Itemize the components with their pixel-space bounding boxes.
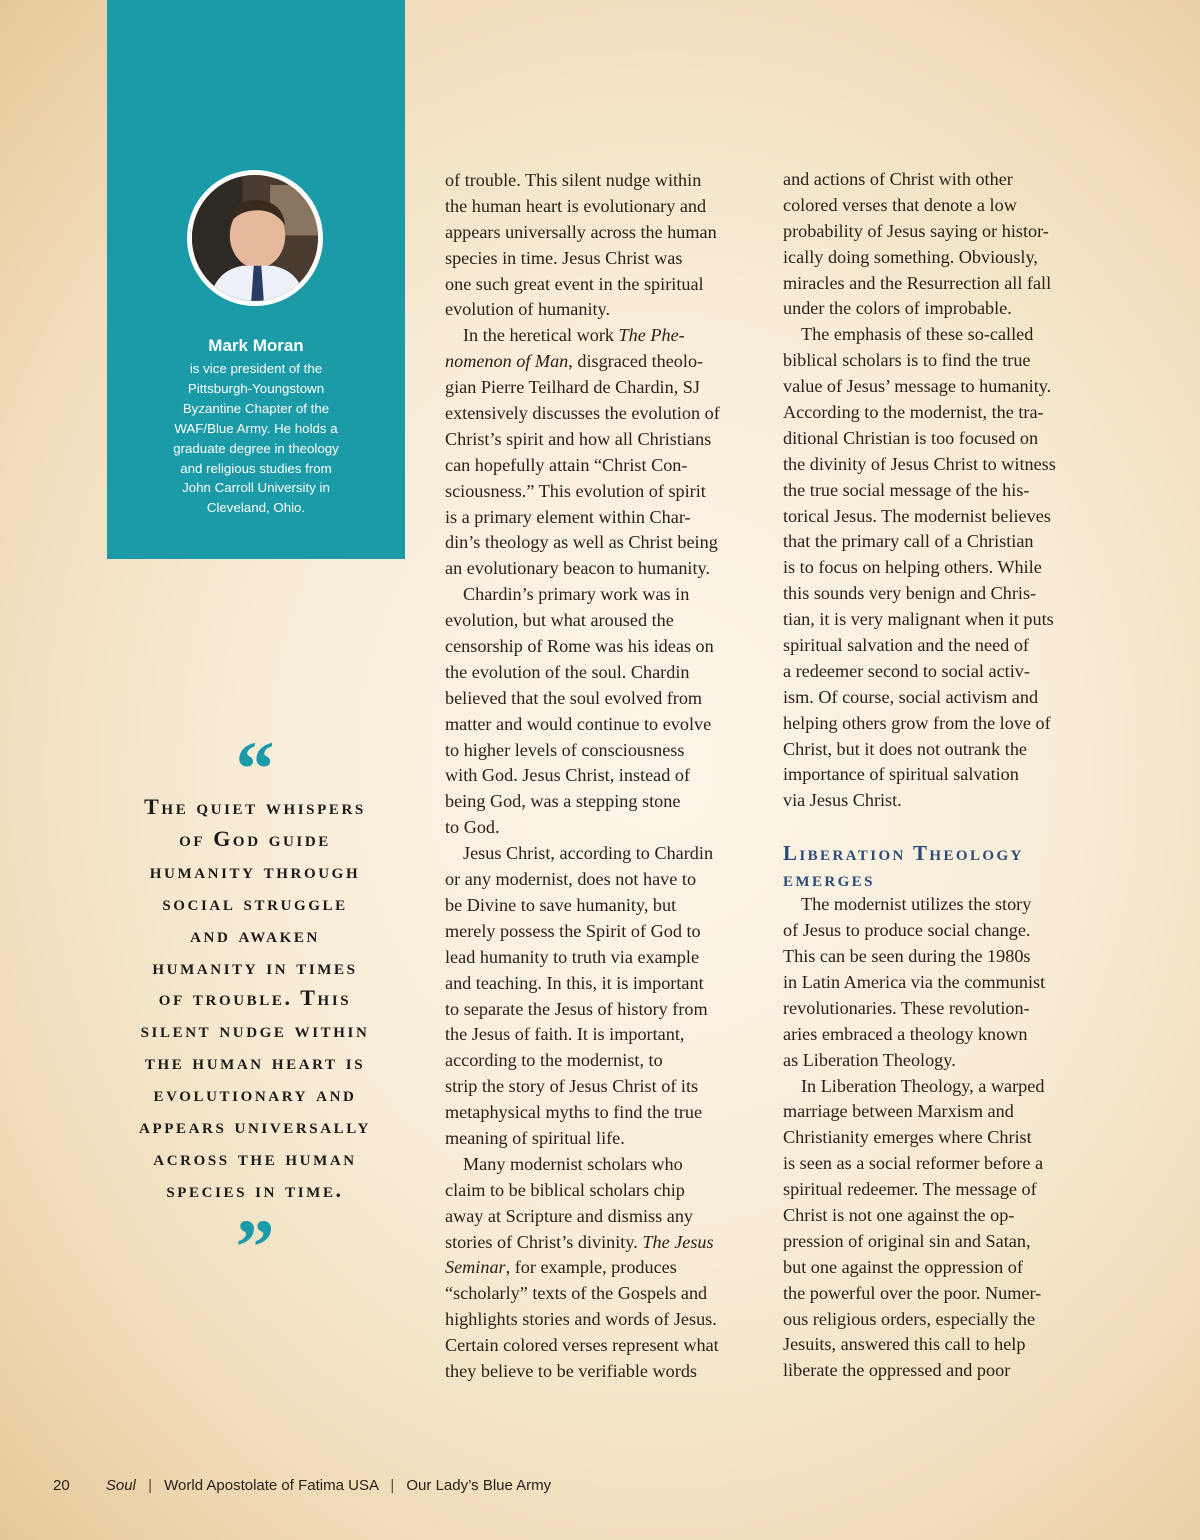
text-line: spiritual salvation and the need of — [783, 635, 1029, 656]
text-line: the human heart is evolutionary and — [445, 195, 707, 216]
text-line: matter and would continue to evolve — [445, 713, 712, 734]
pull-quote-line: silent nudge within — [140, 1017, 370, 1043]
text-line: is seen as a social reformer before a — [783, 1153, 1044, 1174]
text-line: away at Scripture and dismiss any — [445, 1205, 694, 1226]
text-line: importance of spiritual salvation — [783, 764, 1019, 785]
pull-quote-line: and awaken — [190, 921, 320, 947]
text-line: they believe to be verifiable words — [445, 1360, 698, 1381]
article-column-2 — [783, 167, 1098, 1384]
page-footer — [53, 1477, 551, 1494]
text-line: aries embraced a theology known — [783, 1023, 1028, 1044]
text-line: to higher levels of consciousness — [445, 739, 685, 760]
text-line: revolutionaries. These revolution- — [783, 997, 1030, 1018]
text-line: the evolution of the soul. Chardin — [445, 661, 690, 682]
text-line: sciousness.” This evolution of spirit — [445, 480, 706, 501]
text-line: one such great event in the spiritual — [445, 273, 704, 294]
text-line: Chardin’s primary work was in — [463, 584, 690, 605]
text-line: species in time. Jesus Christ was — [445, 247, 683, 268]
pull-quote-line: the human heart is — [144, 1049, 366, 1075]
text-line: to God. — [445, 817, 500, 838]
pull-quote-line: social struggle — [162, 889, 348, 915]
text-line: Many modernist scholars who — [463, 1153, 683, 1174]
text-line: miracles and the Resurrection all fall — [783, 272, 1052, 293]
text-line: spiritual redeemer. The message of — [783, 1179, 1037, 1200]
text-line: that the primary call of a Christian — [783, 531, 1034, 552]
author-bio-line: graduate degree in theology — [173, 440, 339, 456]
text-line: can hopefully attain “Christ Con- — [445, 454, 688, 475]
text-line: but one against the oppression of — [783, 1256, 1023, 1277]
text-line: Christ is not one against the op- — [783, 1204, 1015, 1225]
text-line: Seminar, for example, produces — [445, 1257, 677, 1278]
text-line: strip the story of Jesus Christ of its — [445, 1076, 699, 1097]
magazine-title: Soul — [105, 1477, 136, 1494]
text-line: the divinity of Jesus Christ to witness — [783, 453, 1056, 474]
text-line: evolution of humanity. — [445, 299, 611, 320]
text-line: is a primary element within Char- — [445, 506, 691, 527]
text-line: appears universally across the human — [445, 221, 717, 242]
text-line: helping others grow from the love of — [783, 712, 1051, 733]
author-bio-line: and religious studies from — [180, 460, 332, 476]
text-line: marriage between Marxism and — [783, 1101, 1014, 1122]
text-line: metaphysical myths to find the true — [445, 1102, 703, 1123]
text-line: meaning of spiritual life. — [445, 1127, 625, 1148]
text-line: Jesus Christ, according to Chardin — [463, 843, 714, 864]
pull-quote-line: of trouble. This — [158, 985, 352, 1011]
text-line: to separate the Jesus of history from — [445, 998, 708, 1019]
author-bio-line: John Carroll University in — [182, 480, 330, 496]
text-line: ism. Of course, social activism and — [783, 686, 1039, 707]
text-line: as Liberation Theology. — [783, 1049, 956, 1070]
author-box — [107, 0, 405, 559]
text-line: lead humanity to truth via example — [445, 946, 700, 967]
text-line: highlights stories and words of Jesus. — [445, 1309, 717, 1330]
text-line: Certain colored verses represent what — [445, 1335, 719, 1356]
publisher-name: World Apostolate of Fatima USA — [164, 1477, 379, 1494]
text-line: In Liberation Theology, a warped — [801, 1075, 1045, 1096]
italic-title: nomenon of Man — [445, 351, 569, 372]
text-line: In the heretical work The Phe- — [463, 325, 685, 346]
text-line: merely possess the Spirit of God to — [445, 920, 701, 941]
text-line: being God, was a stepping stone — [445, 791, 681, 812]
pull-quote — [120, 791, 390, 1206]
text-line: Christ’s spirit and how all Christians — [445, 428, 712, 449]
pull-quote-line: The quiet whispers — [144, 794, 366, 819]
text-line: via Jesus Christ. — [783, 790, 902, 811]
text-line: of trouble. This silent nudge within — [445, 170, 702, 190]
text-line: the powerful over the poor. Numer- — [783, 1282, 1042, 1303]
text-line: probability of Jesus saying or histor- — [783, 220, 1049, 241]
footer-separator: | — [148, 1477, 152, 1494]
article-column-1 — [445, 168, 760, 1385]
pull-quote-line: appears universally — [139, 1113, 371, 1139]
column-2-top-text — [783, 167, 1098, 814]
column-2-bottom-text — [783, 892, 1098, 1384]
publisher-tagline: Our Lady’s Blue Army — [406, 1477, 552, 1494]
text-line: According to the modernist, the tra- — [783, 402, 1044, 423]
text-line: nomenon of Man, disgraced theolo- — [445, 351, 704, 372]
text-line: believed that the soul evolved from — [445, 687, 703, 708]
author-bio — [147, 359, 365, 518]
author-portrait-icon — [192, 175, 318, 301]
text-line: ditional Christian is too focused on — [783, 427, 1039, 448]
text-line: is to focus on helping others. While — [783, 557, 1042, 578]
open-quote-icon: “ — [235, 725, 275, 812]
text-line: Jesuits, answered this call to help — [783, 1334, 1026, 1355]
author-bio-line: Pittsburgh-Youngstown — [187, 380, 325, 396]
text-line: Christ, but it does not outrank the — [783, 738, 1027, 759]
pull-quote-line: evolutionary and — [153, 1081, 357, 1107]
pull-quote-line: humanity through — [149, 857, 361, 883]
author-bio-line: is vice president of the — [189, 361, 323, 376]
text-line: with God. Jesus Christ, instead of — [445, 765, 691, 786]
italic-title: The Jesus — [642, 1231, 714, 1252]
text-line: biblical scholars is to find the true — [783, 350, 1031, 371]
page-number: 20 — [53, 1477, 70, 1494]
text-line: evolution, but what aroused the — [445, 610, 674, 631]
text-line: claim to be biblical scholars chip — [445, 1179, 685, 1200]
italic-title: Seminar — [445, 1257, 506, 1278]
author-name: Mark Moran — [208, 336, 304, 355]
text-line: be Divine to save humanity, but — [445, 894, 677, 915]
text-line: “scholarly” texts of the Gospels and — [445, 1283, 708, 1304]
section-heading-line-1: Liberation Theology — [783, 841, 1024, 866]
text-line: colored verses that denote a low — [783, 194, 1017, 215]
text-line: gian Pierre Teilhard de Chardin, SJ — [445, 377, 700, 398]
text-line: Christianity emerges where Christ — [783, 1127, 1032, 1148]
section-heading-line-2: emerges — [783, 867, 875, 892]
text-line: of Jesus to produce social change. — [783, 920, 1031, 941]
author-bio-line: Cleveland, Ohio. — [206, 500, 306, 516]
text-line: and teaching. In this, it is important — [445, 972, 704, 993]
text-line: this sounds very benign and Chris- — [783, 583, 1037, 604]
text-line: The modernist utilizes the story — [801, 894, 1032, 915]
text-line: stories of Christ’s divinity. The Jesus — [445, 1231, 714, 1252]
text-line: the Jesus of faith. It is important, — [445, 1024, 685, 1045]
text-line: censorship of Rome was his ideas on — [445, 636, 714, 657]
section-heading — [783, 840, 1098, 892]
pull-quote-line: of God guide — [179, 825, 331, 851]
pull-quote-line: humanity in times — [152, 953, 358, 979]
text-line: tian, it is very malignant when it puts — [783, 609, 1054, 630]
author-photo — [187, 170, 323, 306]
text-line: the true social message of the his- — [783, 479, 1030, 500]
text-line: under the colors of improbable. — [783, 298, 1012, 319]
pull-quote-line: species in time. — [166, 1176, 344, 1202]
text-line: an evolutionary beacon to humanity. — [445, 558, 710, 579]
text-line: ically doing something. Obviously, — [783, 246, 1038, 267]
text-line: liberate the oppressed and poor — [783, 1360, 1011, 1381]
author-bio-line: Byzantine Chapter of the — [182, 400, 330, 416]
text-line: torical Jesus. The modernist believes — [783, 505, 1051, 526]
text-line: pression of original sin and Satan, — [783, 1230, 1031, 1251]
text-line: ous religious orders, especially the — [783, 1308, 1036, 1329]
text-line: din’s theology as well as Christ being — [445, 532, 718, 553]
text-line: and actions of Christ with other — [783, 169, 1013, 189]
text-line: This can be seen during the 1980s — [783, 946, 1031, 967]
text-line: according to the modernist, to — [445, 1050, 663, 1071]
text-line: extensively discusses the evolution of — [445, 403, 720, 424]
text-line: value of Jesus’ message to humanity. — [783, 376, 1052, 397]
text-line: in Latin America via the communist — [783, 971, 1046, 992]
author-bio-line: WAF/Blue Army. He holds a — [174, 420, 338, 436]
footer-separator: | — [390, 1477, 395, 1494]
text-line: or any modernist, does not have to — [445, 869, 697, 890]
text-line: The emphasis of these so-called — [801, 324, 1034, 345]
italic-title: The Phe- — [618, 325, 685, 346]
pull-quote-line: across the human — [153, 1144, 357, 1170]
close-quote-icon: ” — [235, 1203, 275, 1290]
text-line: a redeemer second to social activ- — [783, 660, 1030, 681]
